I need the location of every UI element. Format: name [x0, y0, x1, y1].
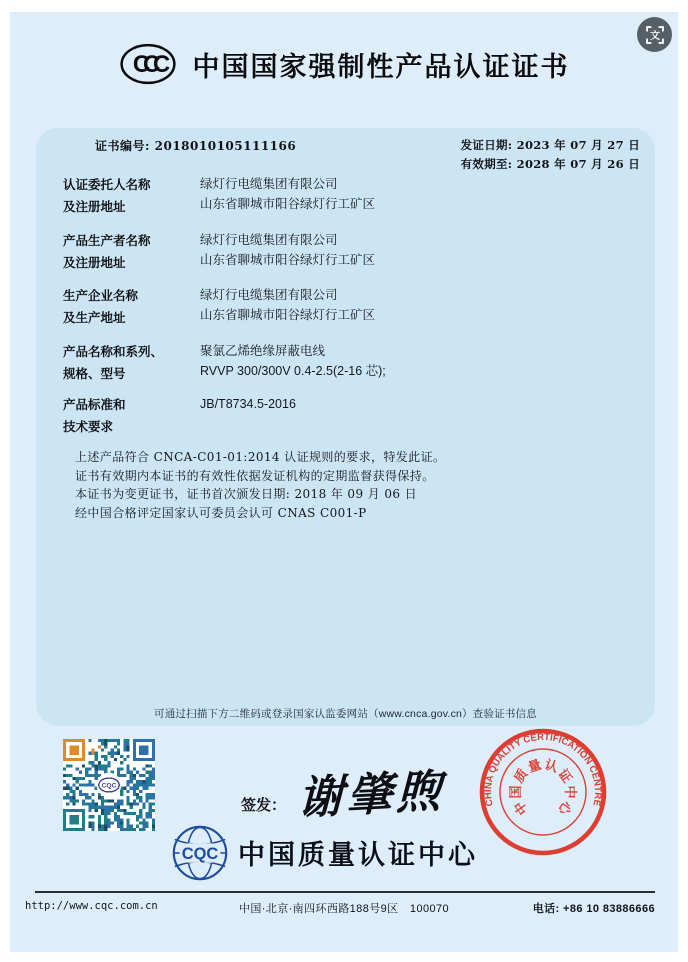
certificate-page [10, 12, 678, 952]
field-label-line1: 生产企业名称 [63, 289, 139, 303]
field-label-line1: 产品名称和系列、 [63, 345, 164, 359]
field-value-line2: 山东省聊城市阳谷绿灯行工矿区 [200, 197, 376, 211]
translate-overlay-button[interactable] [637, 17, 672, 52]
expiry-date-value: 2028 年 07 月 26 日 [516, 157, 640, 171]
field-value-line2: RVVP 300/300V 0.4-2.5(2-16 芯); [200, 364, 386, 378]
issuer-signature: 谢肇煦 [297, 764, 446, 825]
field-value-line2: 山东省聊城市阳谷绿灯行工矿区 [200, 308, 376, 322]
certificate-body-panel [36, 128, 655, 726]
field-label [63, 341, 203, 385]
field-label-line1: 产品生产者名称 [63, 234, 151, 248]
statement-line: 经中国合格评定国家认可委员会认可 CNAS C001-P [75, 505, 367, 520]
footer-phone: 电话: +86 10 83886666 [532, 903, 655, 915]
svg-text:质: 质 [510, 766, 531, 786]
field-label-line2: 及注册地址 [63, 200, 126, 214]
field-value-line1: 绿灯行电缆集团有限公司 [200, 288, 338, 302]
certification-statement [75, 448, 635, 522]
seal-english-text: CHINA QUALITY CERTIFICATION CENTRE [482, 731, 604, 808]
svg-text:心: 心 [555, 798, 576, 818]
cqc-globe-icon [168, 823, 232, 883]
field-label-line1: 认证委托人名称 [63, 178, 151, 192]
qr-code [63, 739, 155, 831]
issue-date-label: 发证日期: [460, 138, 513, 152]
issue-date-value: 2023 年 07 月 27 日 [516, 138, 640, 152]
field-value-line2: 山东省聊城市阳谷绿灯行工矿区 [200, 253, 376, 267]
certificate-dates [461, 136, 640, 174]
field-label [63, 285, 203, 329]
certificate-title: 中国国家强制性产品认证证书 [192, 51, 570, 82]
verification-note: 可通过扫描下方二维码或登录国家认监委网站（www.cnca.gov.cn）查验证书信息 [154, 708, 537, 720]
field-label-line2: 规格、型号 [63, 367, 126, 381]
statement-line: 本证书为变更证书，证书首次颁发日期: 2018 年 09 月 06 日 [75, 487, 418, 502]
field-label [63, 394, 203, 438]
statement-line: 上述产品符合 CNCA-C01-01:2014 认证规则的要求，特发此证。 [75, 450, 446, 464]
ccc-mark-icon [119, 42, 177, 86]
field-value [200, 285, 630, 325]
field-value [200, 394, 630, 414]
field-label-line2: 技术要求 [63, 420, 114, 434]
footer-divider [35, 891, 655, 893]
footer-url: http://www.cqc.com.cn [25, 900, 158, 912]
certificate-number-label: 证书编号: [95, 139, 150, 153]
field-value [200, 230, 630, 270]
svg-text:CQC: CQC [181, 844, 219, 863]
svg-text:CCC: CCC [132, 51, 163, 78]
field-value [200, 174, 630, 214]
svg-text:证: 证 [555, 766, 576, 786]
field-label-line1: 产品标准和 [63, 398, 126, 412]
certificate-number-value: 2018010105111166 [154, 139, 297, 153]
field-label-line2: 及注册地址 [63, 256, 126, 270]
field-value-line1: 聚氯乙烯绝缘屏蔽电线 [200, 344, 326, 358]
field-value-line1: 绿灯行电缆集团有限公司 [200, 233, 338, 247]
field-value [200, 341, 630, 381]
seal-chinese-ring [508, 757, 578, 819]
svg-text:认: 认 [542, 756, 561, 775]
expiry-date-row [461, 155, 640, 174]
svg-text:中: 中 [510, 798, 531, 818]
field-label [63, 230, 203, 274]
field-value-line1: 绿灯行电缆集团有限公司 [200, 177, 338, 191]
expiry-date-label: 有效期至: [460, 157, 513, 171]
svg-text:国: 国 [508, 785, 523, 799]
svg-text:中: 中 [563, 785, 578, 799]
qr-code-svg [63, 739, 155, 831]
field-label [63, 174, 203, 218]
translate-icon [642, 22, 668, 48]
svg-text:量: 量 [525, 756, 544, 775]
certificate-number [95, 137, 296, 154]
certificate-header [10, 42, 678, 86]
svg-text:文: 文 [649, 30, 660, 42]
official-seal [468, 717, 618, 867]
field-value-line1: JB/T8734.5-2016 [200, 397, 296, 411]
issuer-name: 中国质量认证中心 [238, 840, 478, 870]
svg-text:CQC: CQC [101, 782, 117, 790]
sign-label: 签发： [241, 796, 287, 814]
statement-line: 证书有效期内本证书的有效性依据发证机构的定期监督获得保持。 [75, 468, 435, 483]
field-label-line2: 及生产地址 [63, 311, 126, 325]
footer-address: 中国·北京·南四环西路188号9区 100070 [238, 903, 450, 915]
issue-date-row [461, 136, 640, 155]
